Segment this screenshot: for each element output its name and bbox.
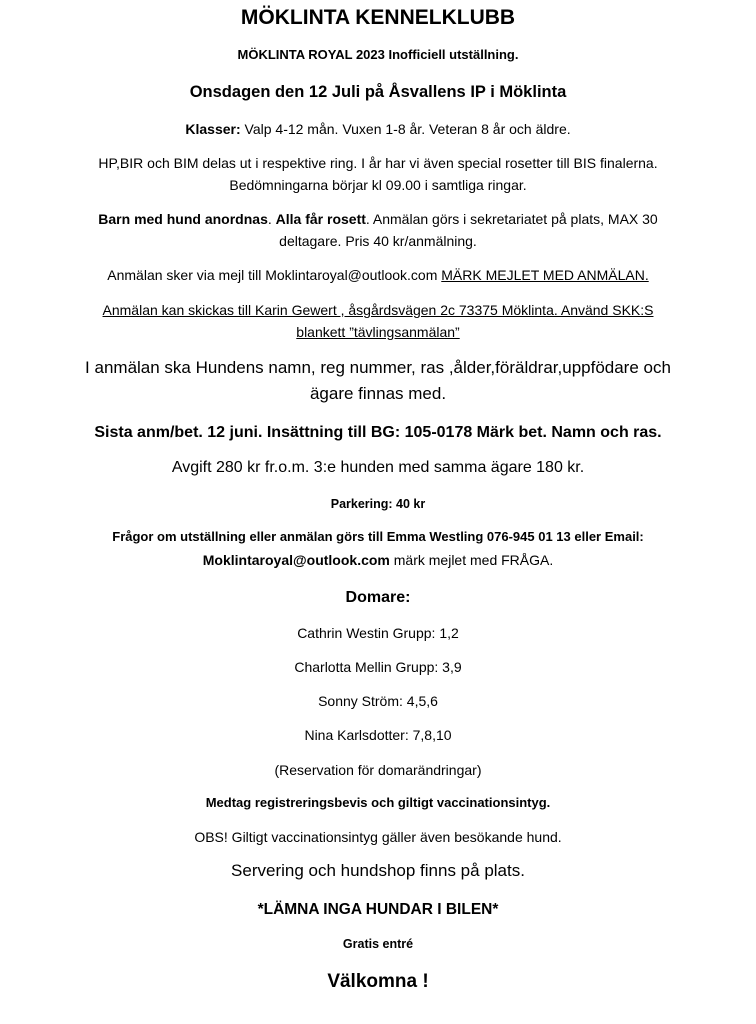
- event-date-location: Onsdagen den 12 Juli på Åsvallens IP i Möklinta: [189, 83, 567, 101]
- children-bold-2: Alla får rosett: [275, 211, 366, 227]
- email-signup-text: Anmälan sker via mejl till Moklintaroyal@outlook.com: [107, 267, 442, 283]
- questions-email: Moklintaroyal@outlook.com: [202, 552, 390, 568]
- post-signup-line-1: Anmälan kan skickas till Karin Gewert , åsgårdsvägen 2c 73375 Möklinta. Använd SKK:S: [102, 302, 654, 318]
- judge-item: Charlotta Mellin Grupp: 3,9: [294, 659, 462, 675]
- page-title: MÖKLINTA KENNELKLUBB: [240, 6, 516, 29]
- children-sep: .: [267, 211, 276, 227]
- questions-line-2: [0, 552, 756, 568]
- awards-line-2: Bedömningarna börjar kl 09.00 i samtliga ringar.: [229, 177, 527, 193]
- children-line-2: deltagare. Pris 40 kr/anmälning.: [279, 233, 477, 249]
- judge-item: Nina Karlsdotter: 7,8,10: [304, 727, 452, 743]
- judge-item: Cathrin Westin Grupp: 1,2: [297, 625, 459, 641]
- required-info-line-1: I anmälan ska Hundens namn, reg nummer, ras ,ålder,föräldrar,uppfödare och: [85, 358, 671, 377]
- event-subtitle: MÖKLINTA ROYAL 2023 Inofficiell utställning.: [237, 47, 519, 62]
- service-line: Servering och hundshop finns på plats.: [231, 861, 525, 880]
- required-info-line-2: ägare finnas med.: [309, 384, 447, 403]
- classes-label: Klasser:: [185, 121, 241, 137]
- awards-line-1: HP,BIR och BIM delas ut i respektive ring. I år har vi även special rosetter till BIS finalerna.: [98, 155, 658, 171]
- email-signup-underlined: MÄRK MEJLET MED ANMÄLAN.: [441, 267, 649, 283]
- judge-item: Sonny Ström: 4,5,6: [318, 693, 438, 709]
- judges-reservation: (Reservation för domarändringar): [274, 762, 482, 778]
- classes-text: Valp 4-12 mån. Vuxen 1-8 år. Veteran 8 år och äldre.: [240, 121, 571, 137]
- questions-line-1: Frågor om utställning eller anmälan görs till Emma Westling 076-945 01 13 eller Email:: [112, 529, 644, 544]
- children-line-1: [0, 211, 756, 227]
- obs-line: OBS! Giltigt vaccinationsintyg gäller även besökande hund.: [194, 829, 562, 845]
- welcome-line: Välkomna !: [327, 971, 429, 992]
- parking-line: Parkering: 40 kr: [330, 497, 426, 511]
- classes-line: [0, 121, 756, 137]
- warning-line: *LÄMNA INGA HUNDAR I BILEN*: [257, 901, 499, 918]
- deadline-line: Sista anm/bet. 12 juni. Insättning till BG: 105-0178 Märk bet. Namn och ras.: [94, 424, 662, 441]
- fee-line: Avgift 280 kr fr.o.m. 3:e hunden med samma ägare 180 kr.: [171, 459, 585, 476]
- entry-line: Gratis entré: [342, 937, 414, 951]
- children-rest: . Anmälan görs i sekretariatet på plats, MAX 30: [365, 211, 658, 227]
- judges-heading: Domare:: [345, 589, 411, 606]
- post-signup-line-2: blankett ”tävlingsanmälan”: [296, 324, 460, 340]
- documents-line: Medtag registreringsbevis och giltigt vaccinationsintyg.: [205, 795, 551, 810]
- questions-rest: märk mejlet med FRÅGA.: [389, 552, 554, 568]
- children-bold-1: Barn med hund anordnas: [98, 211, 268, 227]
- email-signup-line: [0, 267, 756, 283]
